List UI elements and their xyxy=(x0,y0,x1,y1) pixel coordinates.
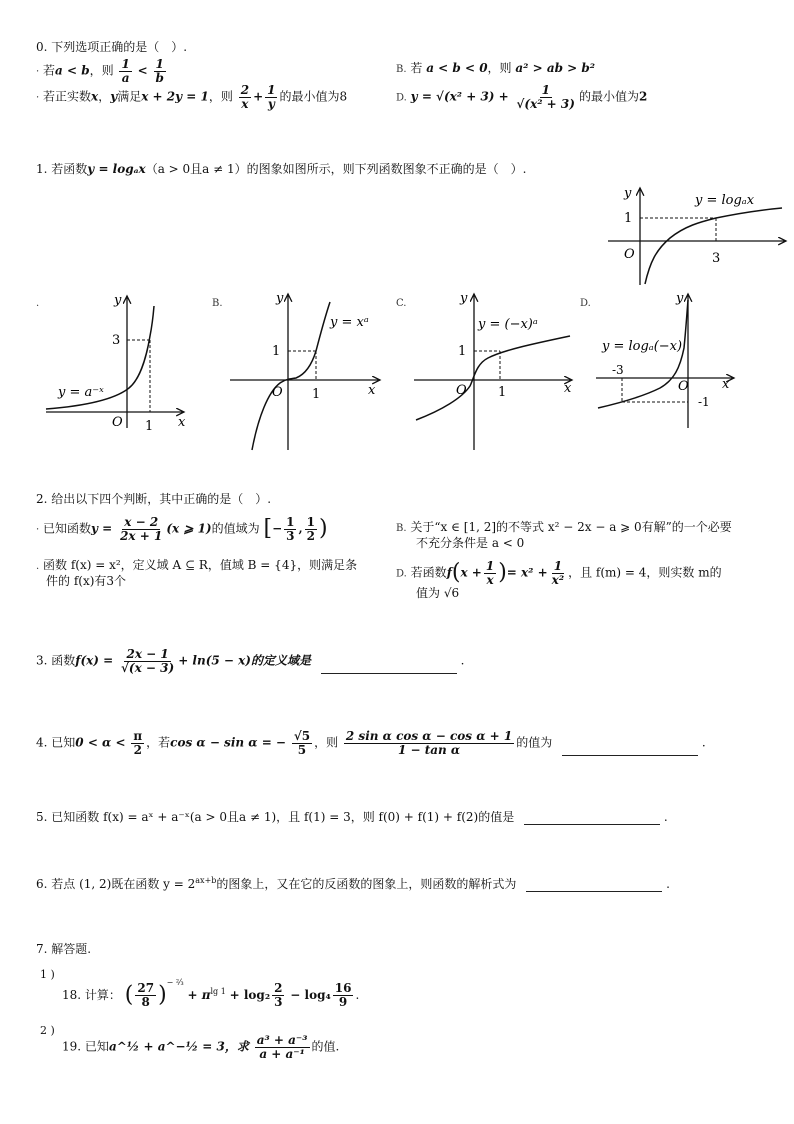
q11-c-label[interactable]: C. xyxy=(396,298,407,309)
tick-x: -3 xyxy=(612,363,624,377)
q17-part2-label: 2 ) xyxy=(40,1024,55,1037)
curve-label: y = (−x)ᵃ xyxy=(478,317,538,332)
q13-answer-blank[interactable] xyxy=(321,661,457,674)
curve xyxy=(416,336,570,420)
q11-option-c-graph[interactable] xyxy=(412,288,577,453)
x-label: x xyxy=(564,381,572,396)
curve-label: y = logₐ(−x) xyxy=(602,339,683,354)
q11-b-label[interactable]: B. xyxy=(212,298,223,309)
y-label: y xyxy=(624,186,632,201)
tick-x: 1 xyxy=(312,387,321,402)
q11-d-label[interactable]: D. xyxy=(580,298,591,309)
tick-x: 1 xyxy=(145,419,154,434)
q17-part2: 19. 已知a^½ + a^−½ = 3，求 $\frac{\text{a³ + a⁻³}}{\text{a + a⁻¹}}$ 的值. xyxy=(62,1033,340,1061)
q11-a-label[interactable]: . xyxy=(36,298,40,309)
curve xyxy=(252,302,330,450)
q11-main-graph xyxy=(600,180,790,290)
q10-option-b[interactable]: B. 若 a < b < 0，则 a² > ab > b² xyxy=(396,61,596,75)
x-label: x xyxy=(722,377,730,392)
y-label: y xyxy=(276,291,284,306)
origin: O xyxy=(456,383,467,398)
q17-part1: 18. 计算： ( $\frac{27}{8}$ )$^{- ^2⁄_3} + \pi^{lg 1} + \log_2$ $\frac{2}{3}$ − log₄ $\frac{16}{9}$ . xyxy=(62,978,360,1009)
q11-option-d-graph[interactable] xyxy=(594,288,739,433)
q10-option-a[interactable]: · 若a < b，则 $\frac{1}{a}$ < $\frac{1}{b}$ xyxy=(36,57,164,85)
tick-y: 3 xyxy=(112,333,121,348)
q12-option-c[interactable]: . 函数 f(x) = x²，定义域 A ⊆ R，值域 B = {4}，则满足条 件的 f(x)有3个 xyxy=(36,558,358,588)
curve-label: y = a⁻ˣ xyxy=(58,385,104,400)
q17-part1-label: 1 ) xyxy=(40,968,55,981)
q10-stem: 0. 下列选项正确的是（ ）. xyxy=(36,40,188,54)
y-label: y xyxy=(460,291,468,306)
x-label: x xyxy=(178,415,186,430)
curve-label: y = logₐx xyxy=(695,193,755,208)
origin: O xyxy=(624,247,635,262)
q10-option-d[interactable]: D. y = √(x² + 3) + $\frac{1}{\text{√(x² + 3)}}$ 的最小值为2 xyxy=(396,83,648,111)
q10-option-c[interactable]: · 若正实数x，y满足x + 2y = 1，则 $\frac{2}{x}$ + $\frac{1}{y}$ 的最小值为8 xyxy=(36,83,348,111)
q11-option-b-graph[interactable] xyxy=(228,288,388,453)
origin: O xyxy=(678,379,689,394)
tick-y: 1 xyxy=(272,344,281,359)
q17-stem: 7. 解答题. xyxy=(36,942,92,956)
q16-answer-blank[interactable] xyxy=(526,879,662,892)
origin: O xyxy=(112,415,123,430)
curve xyxy=(598,300,688,408)
q14: 4. 已知0 < α < $\frac{\pi}{2}$ ，若cos α − sin α = − $\frac{√5}{5}$ ，则 $\frac{\text{2 sin α cos α − cos α + 1}}{\text{1 − tan α}}$ 的值为 . xyxy=(36,729,706,757)
q16: 6. 若点 (1, 2)既在函数 $y = 2^{ax+b}$的图象上，又在它的反函数的图象上，则函数的解析式为 . xyxy=(36,876,670,891)
y-label: y xyxy=(676,291,684,306)
q11-option-a-graph[interactable] xyxy=(44,288,194,433)
q13: 3. 函数f(x) = $\frac{2x - 1}{√(x - 3)}$ + ln(5 − x)的定义域是 . xyxy=(36,647,465,675)
log-curve xyxy=(645,208,782,284)
tick-y: 1 xyxy=(458,344,467,359)
curve-label: y = xᵃ xyxy=(330,315,369,330)
origin: O xyxy=(272,385,283,400)
tick-y: -1 xyxy=(698,395,710,409)
q12-option-b[interactable]: B. 关于“x ∈ [1, 2]的不等式 x² − 2x − a ⩾ 0有解”的一个必要 不充分条件是 a < 0 xyxy=(396,520,732,550)
tick-y: 1 xyxy=(624,211,633,226)
tick-x: 1 xyxy=(498,385,507,400)
q15: 5. 已知函数 f(x) = aˣ + a⁻ˣ(a > 0且a ≠ 1)，且 f(1) = 3，则 f(0) + f(1) + f(2)的值是 . xyxy=(36,810,668,824)
q12-stem: 2. 给出以下四个判断，其中正确的是（ ）. xyxy=(36,492,272,506)
y-label: y xyxy=(114,293,122,308)
q15-answer-blank[interactable] xyxy=(524,812,660,825)
tick-x: 3 xyxy=(712,251,721,266)
x-label: x xyxy=(368,383,376,398)
q14-answer-blank[interactable] xyxy=(562,743,698,756)
q12-option-a[interactable]: · 已知函数y = $\frac{x - 2}{2x + 1}$ (x ⩾ 1)的值域为 [− $\frac{1}{3}$ , $\frac{1}{2}$ ) xyxy=(36,515,328,543)
q12-option-d[interactable]: D. 若函数f(x + $\frac{1}{x}$ )= x² + $\frac{1}{\text{x²}}$ ，且 f(m) = 4，则实数 m的 值为 √6 xyxy=(396,559,722,601)
q11-stem: 1. 若函数y = logₐx（a > 0且a ≠ 1）的图象如图所示，则下列函数图象不正确的是（ ）. xyxy=(36,162,527,176)
